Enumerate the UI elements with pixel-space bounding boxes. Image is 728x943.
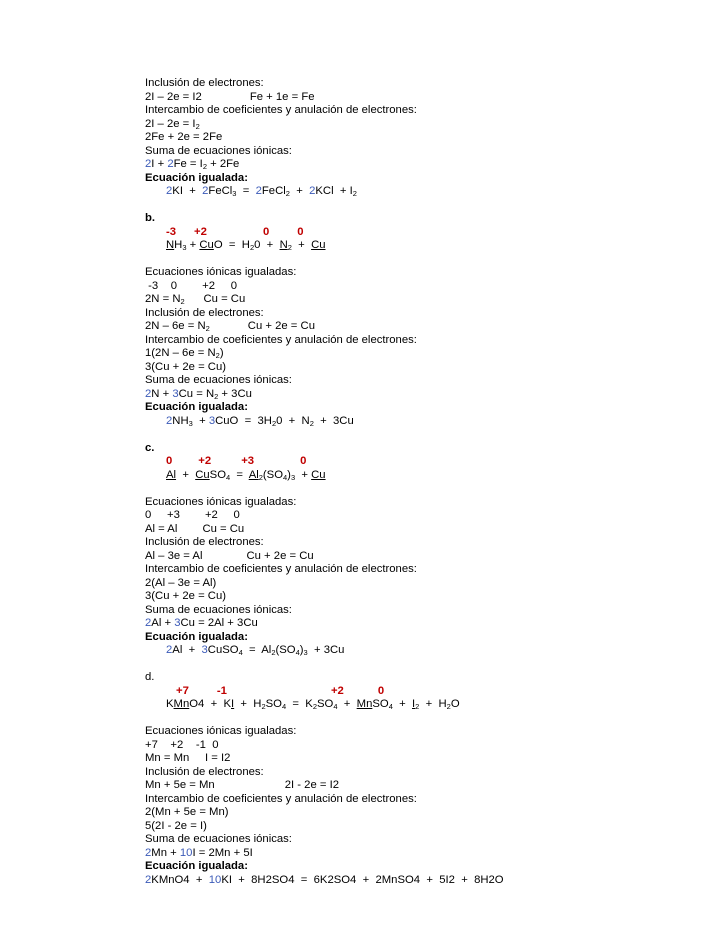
section-letter: c. — [145, 441, 155, 454]
ionic-equation: Mn = Mn I = I2 — [145, 752, 231, 764]
ionic-states: +7 +2 -1 0 — [145, 738, 219, 751]
exchange-heading: Intercambio de coeficientes y anulación de electrones: — [145, 104, 417, 116]
balanced-equation: 2KI + 2FeCl$_3$ = 2FeCl$_2$ + $2KCl + I_2$ — [166, 185, 357, 198]
ionic-equation: $2N = N_2$ Cu = Cu — [145, 293, 246, 306]
section-letter: d. — [145, 671, 155, 683]
balanced-heading: Ecuación igualada: — [145, 401, 248, 413]
equation: 5(2I - 2e = I) — [145, 819, 207, 832]
reaction-equation: Al + CuSO$_4$ = $Al_2(SO_4)_3 + Cu$ — [166, 468, 326, 482]
equation: 2I – 2e = I2 — [145, 90, 202, 103]
sum-equation: 2Al + 3Cu = 2Al + 3Cu — [145, 617, 258, 629]
inclusion-heading: Inclusión de electrones: — [145, 536, 264, 548]
reaction-equation: $NH_3$ + CuO = $H_20 + N_2 + Cu$ — [166, 239, 326, 252]
sum-heading: Suma de ecuaciones iónicas: — [145, 374, 292, 386]
oxidation-states: 0 +2 +3 0 — [166, 455, 307, 467]
section-letter: b. — [145, 212, 156, 224]
sum-equation: $2I + 2Fe = I_2 + 2Fe$ — [145, 158, 240, 171]
balanced-equation: 2Al + 3CuSO$_4$ = $Al_2(SO_4)_3 + 3Cu$ — [166, 644, 345, 657]
document-page — [145, 77, 665, 887]
exchange-heading: Intercambio de coeficientes y anulación de electrones: — [145, 792, 417, 805]
balanced-heading: Ecuación igualada: — [145, 630, 248, 643]
sum-heading: Suma de ecuaciones iónicas: — [145, 144, 292, 157]
equation: 2(Mn + 5e = Mn) — [145, 806, 229, 818]
exchange-heading: Intercambio de coeficientes y anulación de electrones: — [145, 563, 417, 575]
inclusion-equations: $2N - 6e = N_2$ Cu + 2e = Cu — [145, 320, 315, 333]
sum-heading: Suma de ecuaciones iónicas: — [145, 833, 292, 845]
inclusion-heading: Inclusión de electrones: — [145, 77, 264, 89]
balanced-equation: 2KMnO4 + 10KI + 8H2SO4 = 6K2SO4 + 2MnSO4 + 5I2 + 8H2O — [145, 873, 504, 886]
oxidation-states: -3 +2 0 0 — [166, 225, 304, 238]
ionic-states: -3 0 +2 0 — [145, 279, 237, 292]
equation: $1(2N - 6e = N_2)$ — [145, 347, 224, 360]
inclusion-equations — [145, 91, 665, 105]
ionic-heading: Ecuaciones iónicas igualadas: — [145, 725, 297, 737]
equation: 3(Cu + 2e = Cu) — [145, 590, 227, 602]
inclusion-heading: Inclusión de electrones: — [145, 306, 264, 319]
ionic-heading: Ecuaciones iónicas igualadas: — [145, 266, 297, 278]
equation: 3(Cu + 2e = Cu) — [145, 360, 227, 373]
balanced-equation: $2NH_3 + 3CuO = 3H_20 + N_2 + 3Cu$ — [166, 414, 354, 428]
ionic-equation: Al = Al Cu = Cu — [145, 522, 245, 535]
inclusion-equations: Mn + 5e = Mn 2I - 2e = I2 — [145, 779, 340, 791]
inclusion-equations: Al – 3e = Al Cu + 2e = Cu — [145, 549, 314, 562]
ionic-heading: Ecuaciones iónicas igualadas: — [145, 495, 297, 508]
ionic-states: 0 +3 +2 0 — [145, 509, 240, 521]
sum-equation: $2N + 3Cu = N_2 + 3Cu$ — [145, 387, 252, 401]
inclusion-heading: Inclusión de electrones: — [145, 765, 264, 778]
balanced-heading: Ecuación igualada: — [145, 171, 248, 184]
sum-heading: Suma de ecuaciones iónicas: — [145, 603, 292, 616]
oxidation-states: +7 -1 +2 0 — [176, 684, 385, 697]
equation: 2(Al – 3e = Al) — [145, 576, 217, 589]
equation: Fe + 1e = Fe — [249, 90, 315, 103]
equation: 2Fe + 2e = 2Fe — [145, 131, 223, 143]
reaction-equation: KMnO4 + KI + $H_2SO_4 = K_2SO_4$ + MnSO$_4$ + $I_2 + H_2O$ — [166, 698, 460, 711]
balanced-heading: Ecuación igualada: — [145, 860, 248, 872]
equation: $2I - 2e = I_2$ — [145, 117, 200, 131]
exchange-heading: Intercambio de coeficientes y anulación de electrones: — [145, 333, 417, 346]
sum-equation: 2Mn + 10I = 2Mn + 5I — [145, 846, 253, 859]
